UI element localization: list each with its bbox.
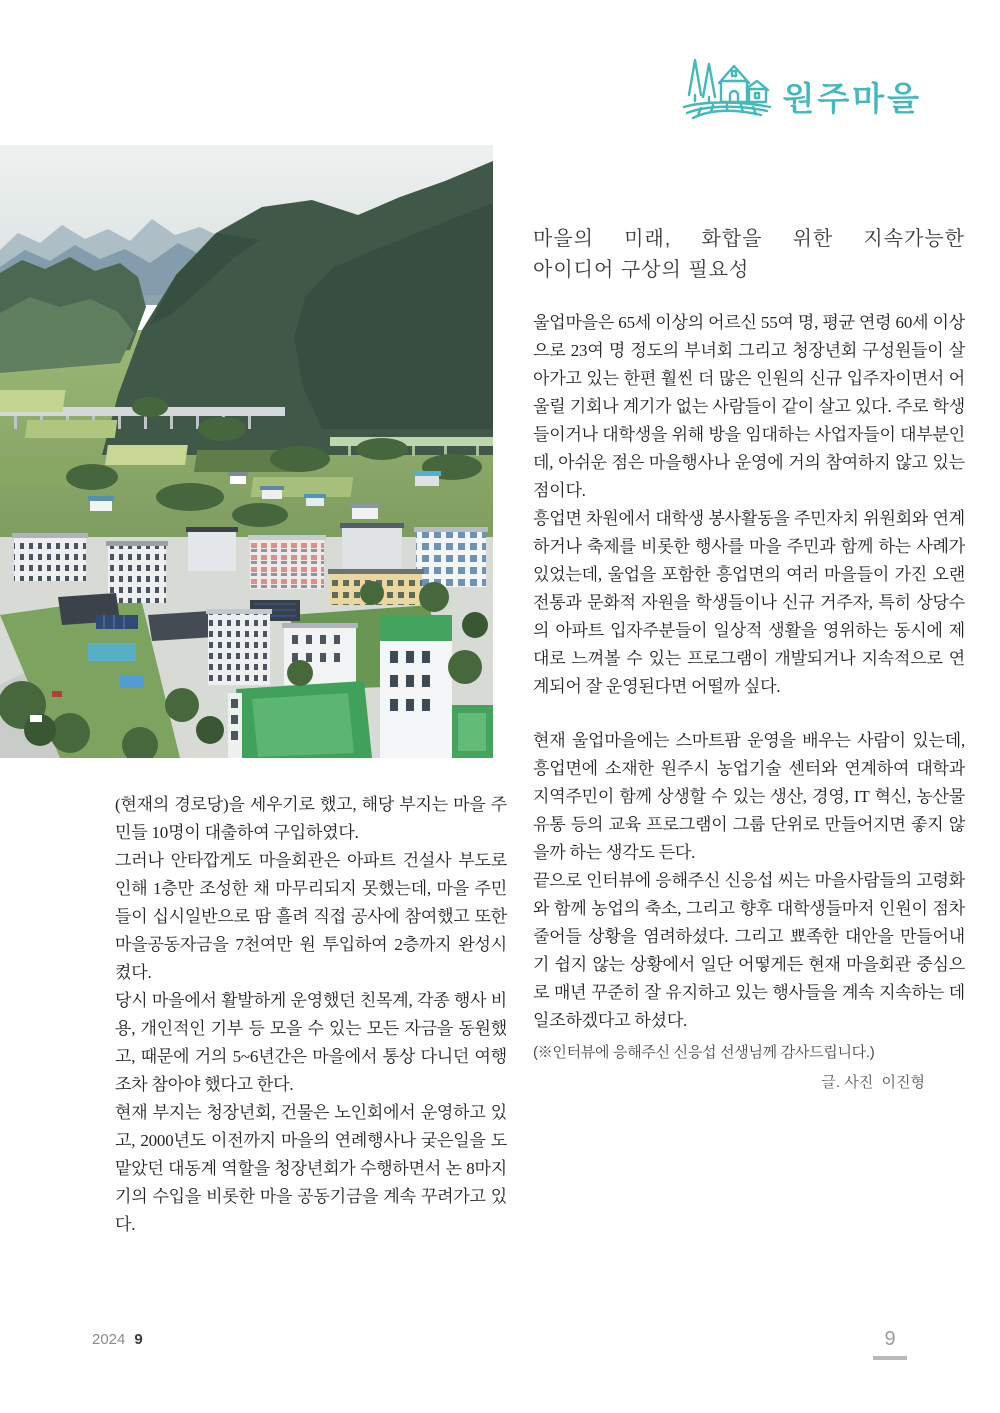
body-paragraph: 현재 울업마을에는 스마트팜 운영을 배우는 사람이 있는데, 흥업면에 소재한 원주시 농업기술 센터와 연계하여 대학과 지역주민이 함께 상생할 수 있는 생산, 경영, IT 혁신, 농산물 유통 등의 교육 프로그램이 그룹 단위로 만들어지면 좋지 않을까 하는 생각도 든다. xyxy=(533,731,965,862)
article-block-1 xyxy=(533,309,965,701)
body-paragraph: 흥업면 차원에서 대학생 봉사활동을 주민자치 위원회와 연계하거나 축제를 비롯한 행사를 마을 주민과 함께 하는 사례가 있었는데, 울업을 포함한 흥업면의 여러 마을들이 가진 오랜 전통과 문화적 자원을 학생들이나 신규 거주자, 특히 상당수의 아파트 입자주분들이 일상적 생활을 영위하는 동시에 제대로 느껴볼 수 있는 프로그램이 개발되거나 지속적으로 연계되어 잘 운영된다면 어떨까 싶다. xyxy=(533,509,965,696)
byline-credit: 글. 사진 이진형 xyxy=(821,1074,925,1091)
article-left-column xyxy=(115,791,507,1239)
article-right-column xyxy=(533,224,965,1092)
article-heading-line1: 마을의 미래, 화합을 위한 지속가능한 xyxy=(533,228,965,250)
article-heading-line2: 아이디어 구상의 필요성 xyxy=(533,259,750,281)
page-number: 9 xyxy=(884,1328,896,1350)
page-number-underline xyxy=(873,1356,907,1360)
wonju-village-logo xyxy=(682,56,922,125)
page-number-footer xyxy=(868,1328,912,1360)
body-paragraph: 현재 부지는 청장년회, 건물은 노인회에서 운영하고 있고, 2000년도 이전까지 마을의 연례행사나 궂은일을 도맡았던 대동계 역할을 청장년회가 수행하면서 논 8마지기의 수입을 비롯한 마을 공동기금을 계속 꾸려가고 있다. xyxy=(115,1103,507,1234)
issue-month: 9 xyxy=(134,1331,143,1348)
body-paragraph: 당시 마을에서 활발하게 운영했던 친목계, 각종 행사 비용, 개인적인 기부 등 모을 수 있는 모든 자금을 동원했고, 때문에 거의 5~6년간은 마을에서 통상 다니던 여행조차 참아야 했다고 한다. xyxy=(115,991,507,1094)
issue-year: 2024 xyxy=(92,1331,126,1348)
article-heading xyxy=(533,224,965,286)
body-paragraph: 그러나 안타깝게도 마을회관은 아파트 건설사 부도로 인해 1층만 조성한 채 마무리되지 못했는데, 마을 주민들이 십시일반으로 땀 흘려 직접 공사에 참여했고 또한 마을공동자금을 7천여만 원 투입하여 2층까지 완성시켰다. xyxy=(115,851,507,982)
logo-text: 원주마을 xyxy=(782,80,922,117)
village-aerial-photo xyxy=(0,145,493,758)
body-paragraph: 끝으로 인터뷰에 응해주신 신응섭 씨는 마을사람들의 고령화와 함께 농업의 축소, 그리고 향후 대학생들마저 인원이 점차 줄어들 상황을 염려하셨다. 그리고 뾰족한 대안을 만들어내기 쉽지 않는 상황에서 일단 어떻게든 현재 마을회관 중심으로 매년 꾸준히 잘 유지하고 있는 행사들을 계속 지속하는 데 일조하겠다고 하셨다. xyxy=(533,871,965,1030)
body-paragraph: 울업마을은 65세 이상의 어르신 55여 명, 평균 연령 60세 이상으로 23여 명 정도의 부녀회 그리고 청장년회 구성원들이 살아가고 있는 한편 훨씬 더 많은 인원의 신규 입주자이면서 어울릴 기회나 계기가 없는 사람들이 같이 살고 있다. 주로 학생들이거나 대학생을 위해 방을 임대하는 사업자들이 대부분인데, 아쉬운 점은 마을행사나 운영에 거의 참여하지 않고 있는 점이다. xyxy=(533,313,965,500)
village-farm-logo-icon xyxy=(682,56,774,125)
interview-footnote: (※인터뷰에 응해주신 신응섭 선생님께 감사드립니다.) xyxy=(533,1044,875,1061)
issue-footer xyxy=(92,1331,143,1348)
article-block-2 xyxy=(533,727,965,1035)
body-paragraph: (현재의 경로당)을 세우기로 했고, 해당 부지는 마을 주민들 10명이 대출하여 구입하였다. xyxy=(115,795,507,842)
